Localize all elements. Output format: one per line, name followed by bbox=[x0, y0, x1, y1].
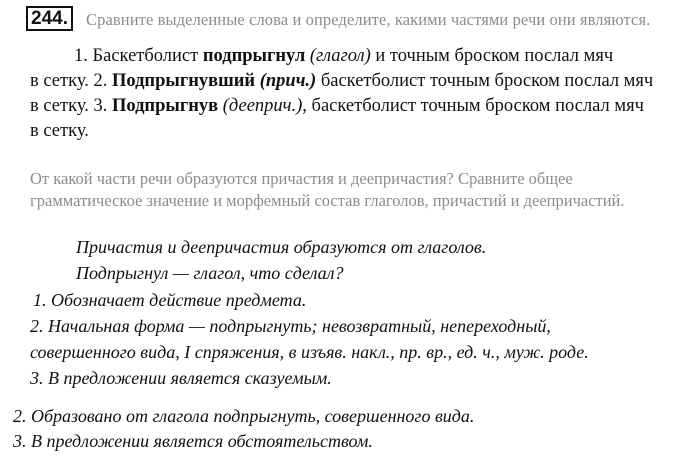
answer-line-7: 2. Образовано от глагола подпрыгнуть, совершенного вида. bbox=[13, 406, 475, 426]
exercise-instruction: Сравните выделенные слова и определите, какими частями речи они являются. bbox=[86, 10, 651, 29]
question-line-2: грамматическое значение и морфемный состав глаголов, причастий и деепричастий. bbox=[30, 191, 625, 210]
pos-note-2: (прич.) bbox=[255, 71, 317, 91]
answer-line-2: Подпрыгнул — глагол, что сделал? bbox=[76, 263, 344, 283]
answer-line-8: 3. В предложении является обстоятельством. bbox=[13, 431, 373, 451]
answer-line-3: 1. Обозначает действие предмета. bbox=[33, 290, 307, 310]
question-line-1: От какой части речи образуются причастия и деепричастия? Сравните общее bbox=[30, 169, 573, 188]
sentence-1-start: 1. Баскетболист bbox=[74, 46, 203, 66]
text-line-4: в сетку. bbox=[30, 121, 89, 141]
text-line-2 bbox=[30, 69, 653, 94]
highlight-word-3: Подпрыгнув bbox=[111, 96, 219, 116]
sentence-1-rest: и точным броском послал мяч bbox=[370, 46, 614, 66]
highlight-word-1: подпрыгнул bbox=[202, 46, 306, 66]
answer-line-5: совершенного вида, I спряжения, в изъяв. накл., пр. вр., ед. ч., муж. роде. bbox=[30, 342, 589, 362]
text-line-3 bbox=[30, 94, 644, 119]
sentence-3-start: в сетку. 3. bbox=[30, 96, 112, 116]
highlight-word-2: Подпрыгнувший bbox=[111, 71, 256, 91]
pos-note-1: (глагол) bbox=[305, 46, 371, 66]
text-line-1 bbox=[74, 44, 613, 69]
exercise-number: 244. bbox=[26, 6, 73, 31]
sentence-2-rest: баскетболист точным броском послал мяч bbox=[316, 71, 654, 91]
answer-line-6: 3. В предложении является сказуемым. bbox=[30, 368, 332, 388]
pos-note-3: (дееприч.) bbox=[218, 96, 303, 116]
sentence-2-start: в сетку. 2. bbox=[30, 71, 112, 91]
answer-line-4: 2. Начальная форма — подпрыгнуть; невозвратный, непереходный, bbox=[30, 316, 551, 336]
answer-line-1: Причастия и деепричастия образуются от глаголов. bbox=[76, 237, 487, 257]
sentence-3-rest: , баскетболист точным броском послал мяч bbox=[302, 96, 644, 116]
